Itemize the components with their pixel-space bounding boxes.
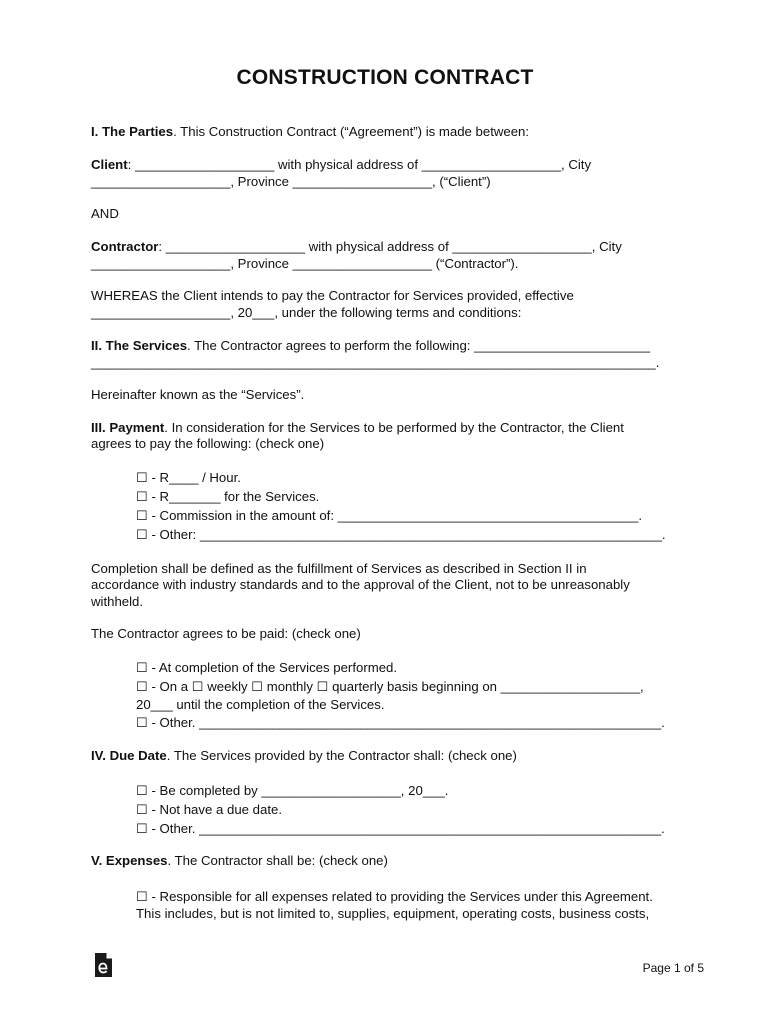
paid-option[interactable]: ☐ - Other. _______________________________________________________________. bbox=[136, 715, 665, 730]
expenses-heading: V. Expenses bbox=[91, 853, 168, 868]
client-label: Client bbox=[91, 157, 128, 172]
parties-text: . This Construction Contract (“Agreement”) is made between: bbox=[173, 124, 530, 139]
eforms-document-icon bbox=[93, 952, 113, 978]
parties-intro bbox=[91, 124, 691, 141]
document-title: CONSTRUCTION CONTRACT bbox=[236, 66, 534, 89]
completion-line-1: Completion shall be defined as the fulfillment of Services as described in Section II in bbox=[91, 561, 587, 576]
payment-option[interactable]: ☐ - Other: _______________________________________________________________. bbox=[136, 527, 666, 542]
contractor-line-2: ___________________, Province ___________________ (“Contractor”). bbox=[91, 256, 519, 271]
client-line-2: ___________________, Province ___________________, (“Client”) bbox=[91, 174, 491, 189]
services-line-1-text: . The Contractor agrees to perform the following: ________________________ bbox=[187, 338, 651, 353]
expenses-option[interactable]: ☐ - Responsible for all expenses related to providing the Services under this Agreement. bbox=[136, 889, 653, 904]
expenses-intro bbox=[91, 853, 691, 870]
due-date-option[interactable]: ☐ - Not have a due date. bbox=[136, 802, 282, 817]
due-date-intro bbox=[91, 748, 691, 765]
payment-option[interactable]: ☐ - R_______ for the Services. bbox=[136, 489, 320, 504]
paid-option[interactable]: ☐ - On a ☐ weekly ☐ monthly ☐ quarterly basis beginning on ___________________, bbox=[136, 679, 644, 694]
and-text: AND bbox=[91, 206, 119, 221]
services-line-2: _____________________________________________________________________________. bbox=[91, 355, 660, 370]
due-date-text: . The Services provided by the Contractor shall: (check one) bbox=[166, 748, 517, 763]
due-date-heading: IV. Due Date bbox=[91, 748, 167, 763]
page-number: Page 1 of 5 bbox=[642, 961, 704, 975]
paid-intro: The Contractor agrees to be paid: (check one) bbox=[91, 626, 361, 641]
contractor-line-1-text: : ___________________ with physical address of ___________________, City bbox=[158, 239, 622, 254]
parties-heading: I. The Parties bbox=[91, 124, 174, 139]
services-known: Hereinafter known as the “Services”. bbox=[91, 387, 305, 402]
payment-option[interactable]: ☐ - R____ / Hour. bbox=[136, 470, 241, 485]
client-line-1-text: : ___________________ with physical address of ___________________, City bbox=[127, 157, 592, 172]
whereas-line-2: ___________________, 20___, under the following terms and conditions: bbox=[91, 305, 522, 320]
services-heading: II. The Services bbox=[91, 338, 188, 353]
client-line-1 bbox=[91, 157, 691, 174]
completion-line-3: withheld. bbox=[91, 594, 144, 609]
contractor-label: Contractor bbox=[91, 239, 159, 254]
expenses-option-continued: This includes, but is not limited to, supplies, equipment, operating costs, business costs, bbox=[136, 906, 650, 921]
services-line-1 bbox=[91, 338, 691, 355]
whereas-line-1: WHEREAS the Client intends to pay the Contractor for Services provided, effective bbox=[91, 288, 574, 303]
payment-line-2: agrees to pay the following: (check one) bbox=[91, 436, 325, 451]
payment-line-1-text: . In consideration for the Services to be performed by the Contractor, the Client bbox=[164, 420, 624, 435]
completion-line-2: accordance with industry standards and to the approval of the Client, not to be unreasonably bbox=[91, 577, 630, 592]
expenses-text: . The Contractor shall be: (check one) bbox=[167, 853, 388, 868]
payment-option[interactable]: ☐ - Commission in the amount of: _________________________________________. bbox=[136, 508, 643, 523]
due-date-option[interactable]: ☐ - Be completed by ___________________, 20___. bbox=[136, 783, 449, 798]
due-date-option[interactable]: ☐ - Other. _______________________________________________________________. bbox=[136, 821, 665, 836]
payment-heading: III. Payment bbox=[91, 420, 165, 435]
paid-option-continued: 20___ until the completion of the Services. bbox=[136, 697, 385, 712]
paid-option[interactable]: ☐ - At completion of the Services performed. bbox=[136, 660, 398, 675]
payment-line-1 bbox=[91, 420, 691, 437]
contractor-line-1 bbox=[91, 239, 691, 256]
